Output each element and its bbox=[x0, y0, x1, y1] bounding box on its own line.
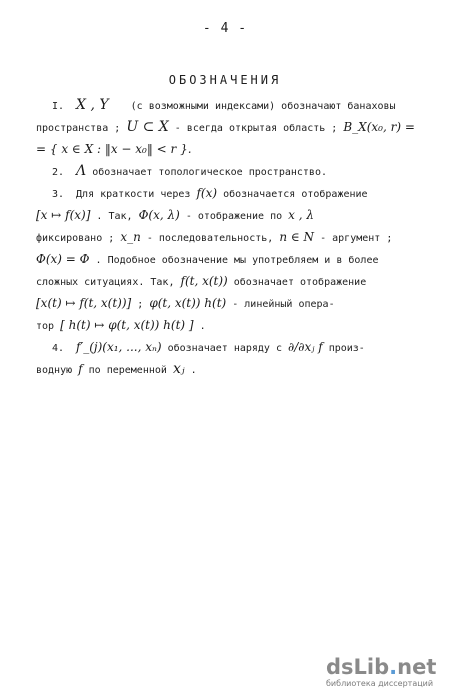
item-number: I. bbox=[51, 101, 64, 112]
item-text: - последовательность, bbox=[146, 233, 274, 244]
item-text: обозначает наряду с bbox=[167, 343, 282, 354]
item-text: пространства ; bbox=[36, 123, 121, 134]
item-text: сложных ситуациях. Так, bbox=[36, 277, 175, 288]
watermark bbox=[326, 656, 446, 692]
item-text: Для краткости через bbox=[76, 189, 191, 200]
item-4-line-1 bbox=[36, 336, 406, 358]
item-3-line-1 bbox=[36, 182, 406, 204]
item-number: 4. bbox=[51, 343, 64, 354]
item-text: - линейный опера- bbox=[232, 299, 335, 310]
math-expression: [ h(t) ↦ φ(t, x(t)) h(t) ] bbox=[60, 318, 194, 332]
math-expression: n ∈ N bbox=[279, 230, 315, 244]
item-text: . Подобное обозначение мы употребляем и в более bbox=[95, 255, 379, 266]
item-text: водную bbox=[36, 365, 73, 376]
math-expression: Φ(x) = Φ bbox=[36, 252, 90, 266]
item-text: обозначается отображение bbox=[223, 189, 368, 200]
item-3-line-3 bbox=[36, 226, 406, 248]
page-number: - 4 - bbox=[202, 21, 248, 36]
watermark-logo-dot: . bbox=[389, 655, 398, 679]
item-text: - всегда открытая область ; bbox=[174, 123, 338, 134]
math-expression: x_n bbox=[120, 230, 141, 244]
math-expression: ∂/∂xⱼ f bbox=[288, 340, 323, 354]
math-expression: Φ(x, λ) bbox=[138, 208, 180, 222]
item-text: обозначает отображение bbox=[233, 277, 367, 288]
item-4-line-2 bbox=[36, 358, 406, 380]
item-number: 2. bbox=[51, 167, 64, 178]
page-title: ОБОЗНАЧЕНИЯ bbox=[168, 73, 282, 87]
item-text: . bbox=[199, 321, 206, 332]
math-expression: Λ bbox=[76, 163, 87, 179]
watermark-logo bbox=[326, 656, 446, 678]
item-number: 3. bbox=[51, 189, 64, 200]
math-expression: B_X(x₀, r) = bbox=[343, 120, 415, 134]
item-text: (с возможными индексами) обозначают банаховы bbox=[130, 101, 396, 112]
math-expression: xⱼ bbox=[172, 361, 185, 377]
item-text: - аргумент ; bbox=[320, 233, 393, 244]
item-1-line-3 bbox=[36, 138, 406, 160]
math-expression: [x(t) ↦ f(t, x(t))] bbox=[36, 296, 132, 310]
math-expression: U ⊂ X bbox=[126, 119, 169, 135]
math-expression: f(x) bbox=[196, 186, 218, 200]
math-expression: = { x ∈ X : ‖x − x₀‖ < r }. bbox=[36, 142, 192, 156]
math-expression: f bbox=[78, 362, 83, 376]
math-expression: f′_(j)(x₁, ..., xₙ) bbox=[76, 340, 162, 354]
item-3-line-2 bbox=[36, 204, 406, 226]
item-text: фиксировано ; bbox=[36, 233, 115, 244]
notation-list bbox=[36, 94, 415, 380]
item-text: ; bbox=[137, 299, 144, 310]
item-text: . bbox=[190, 365, 197, 376]
item-2-line-1 bbox=[36, 160, 406, 182]
item-1-line-2 bbox=[36, 116, 415, 138]
item-text: обозначает топологическое пространство. bbox=[92, 167, 327, 178]
item-3-line-7 bbox=[36, 314, 406, 336]
item-text: . Так, bbox=[96, 211, 133, 222]
watermark-logo-tld: net bbox=[397, 655, 437, 679]
item-text: произ- bbox=[328, 343, 365, 354]
watermark-caption: библиотека диссертаций bbox=[326, 679, 434, 688]
math-expression: f(t, x(t)) bbox=[180, 274, 228, 288]
item-3-line-5 bbox=[36, 270, 406, 292]
item-1-line-1 bbox=[36, 94, 406, 116]
math-expression: φ(t, x(t)) h(t) bbox=[149, 296, 227, 310]
math-expression: [x ↦ f(x)] bbox=[36, 208, 91, 222]
math-expression: x , λ bbox=[288, 208, 314, 222]
item-text: тор bbox=[36, 321, 55, 332]
item-3-line-4 bbox=[36, 248, 406, 270]
item-text: по переменной bbox=[88, 365, 167, 376]
item-text: - отображение по bbox=[185, 211, 283, 222]
item-3-line-6 bbox=[36, 292, 406, 314]
math-expression: X , Y bbox=[76, 97, 109, 113]
watermark-logo-main: dsLib bbox=[326, 655, 390, 679]
